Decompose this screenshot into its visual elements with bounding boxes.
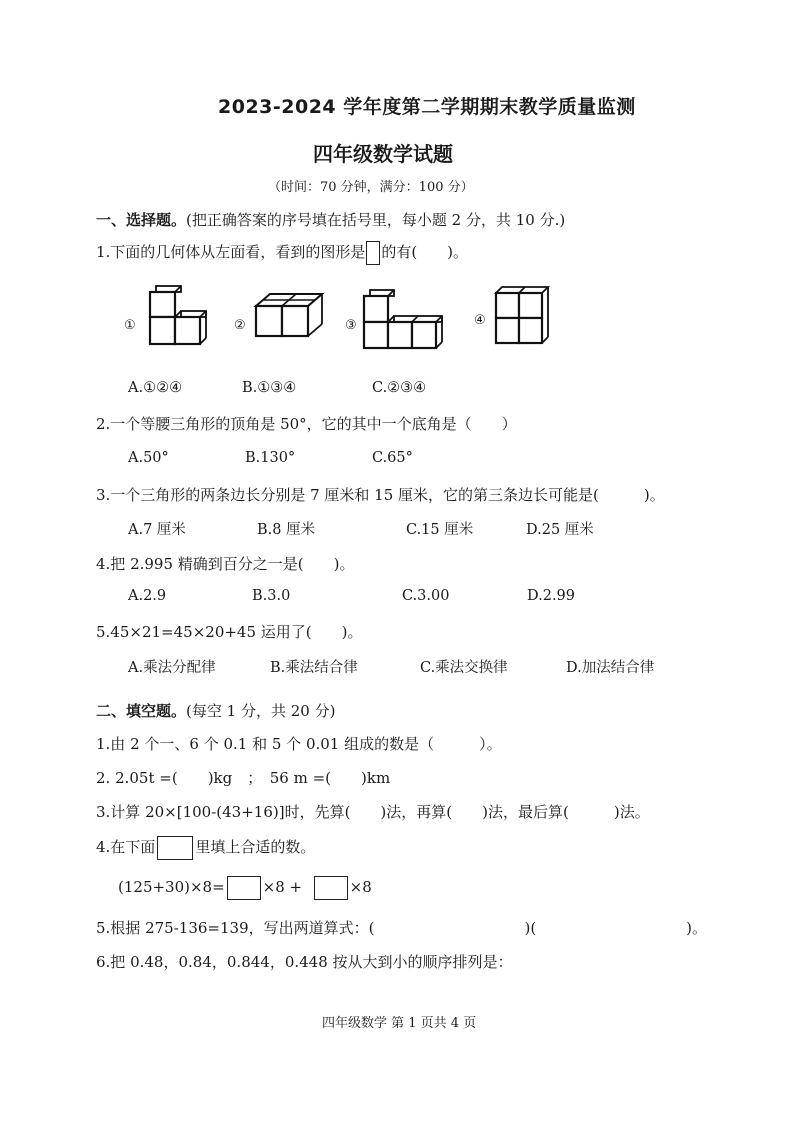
question-1-5: 5.45×21=45×20+45 运用了( )。 bbox=[96, 623, 363, 641]
option-1-c[interactable]: C.②③④ bbox=[372, 380, 427, 396]
question-text: 的有( )。 bbox=[381, 243, 469, 261]
question-text: 1.下面的几何体从左面看，看到的图形是 bbox=[96, 243, 366, 261]
expression-end: ×8 bbox=[349, 878, 372, 896]
section2-instruction: (每空 1 分，共 20 分) bbox=[186, 702, 336, 720]
answer-box-2[interactable] bbox=[314, 876, 348, 900]
question-1-1 bbox=[96, 241, 468, 265]
option-2-b[interactable]: B.130° bbox=[245, 450, 296, 466]
option-4-b[interactable]: B.3.0 bbox=[252, 588, 291, 604]
expression-start: (125+30)×8= bbox=[118, 878, 225, 896]
figure-2-icon bbox=[252, 292, 324, 342]
figure-label-4: ④ bbox=[474, 313, 486, 328]
section1-instruction: (把正确答案的序号填在括号里，每小题 2 分，共 10 分.) bbox=[186, 211, 566, 229]
question-text: 4.在下面 bbox=[96, 838, 156, 856]
option-1-b[interactable]: B.①③④ bbox=[242, 380, 297, 396]
question-text: 里填上合适的数。 bbox=[195, 838, 316, 856]
option-5-a[interactable]: A.乘法分配律 bbox=[128, 660, 216, 676]
option-2-a[interactable]: A.50° bbox=[128, 450, 169, 466]
exam-title: 2023-2024 学年度第二学期期末教学质量监测 bbox=[218, 96, 636, 118]
section1-header bbox=[96, 209, 565, 230]
question-1-4: 4.把 2.995 精确到百分之一是( )。 bbox=[96, 555, 355, 573]
figure-1-icon bbox=[146, 282, 212, 352]
figure-label-2: ② bbox=[234, 318, 246, 333]
option-4-c[interactable]: C.3.00 bbox=[402, 588, 450, 604]
option-1-a[interactable]: A.①②④ bbox=[128, 380, 183, 396]
option-3-d[interactable]: D.25 厘米 bbox=[526, 522, 594, 538]
question-2-1: 1.由 2 个一、6 个 0.1 和 5 个 0.01 组成的数是（ ）。 bbox=[96, 735, 502, 753]
question-2-6: 6.把 0.48，0.84，0.844，0.448 按从大到小的顺序排列是： bbox=[96, 953, 513, 971]
question-2-5: 5.根据 275-136=139，写出两道算式：( )( )。 bbox=[96, 919, 708, 937]
option-2-c[interactable]: C.65° bbox=[372, 450, 413, 466]
question-2-4 bbox=[96, 836, 315, 860]
figure-3-icon bbox=[362, 286, 444, 352]
page-footer: 四年级数学 第 1 页共 4 页 bbox=[322, 1016, 477, 1031]
option-4-d[interactable]: D.2.99 bbox=[527, 588, 576, 604]
question-1-2: 2.一个等腰三角形的顶角是 50°，它的其中一个底角是（ ） bbox=[96, 415, 517, 433]
question-2-4-expression bbox=[118, 876, 372, 900]
fill-box-example bbox=[157, 836, 193, 860]
question-1-3: 3.一个三角形的两条边长分别是 7 厘米和 15 厘米，它的第三条边长可能是( )。 bbox=[96, 486, 665, 504]
option-5-d[interactable]: D.加法结合律 bbox=[566, 660, 655, 676]
option-3-a[interactable]: A.7 厘米 bbox=[128, 522, 186, 538]
exam-subtitle: 四年级数学试题 bbox=[313, 142, 453, 166]
expression-mid: ×8 + bbox=[262, 878, 303, 896]
option-4-a[interactable]: A.2.9 bbox=[128, 588, 167, 604]
answer-box-1[interactable] bbox=[227, 876, 261, 900]
answer-shape-icon bbox=[366, 241, 380, 265]
option-5-c[interactable]: C.乘法交换律 bbox=[420, 660, 508, 676]
figure-label-1: ① bbox=[124, 318, 136, 333]
option-3-c[interactable]: C.15 厘米 bbox=[406, 522, 474, 538]
figure-4-icon bbox=[492, 283, 552, 349]
section2-heading: 二、填空题。 bbox=[96, 702, 187, 720]
figure-label-3: ③ bbox=[345, 318, 357, 333]
exam-info: （时间：70 分钟，满分：100 分） bbox=[268, 180, 474, 195]
question-2-3: 3.计算 20×[100-(43+16)]时，先算( )法，再算( )法，最后算( )法。 bbox=[96, 803, 650, 821]
question-2-2: 2. 2.05t =( )kg ； 56 m =( )km bbox=[96, 769, 391, 787]
section2-header bbox=[96, 700, 335, 721]
section1-heading: 一、选择题。 bbox=[96, 211, 187, 229]
option-5-b[interactable]: B.乘法结合律 bbox=[270, 660, 358, 676]
option-3-b[interactable]: B.8 厘米 bbox=[257, 522, 316, 538]
